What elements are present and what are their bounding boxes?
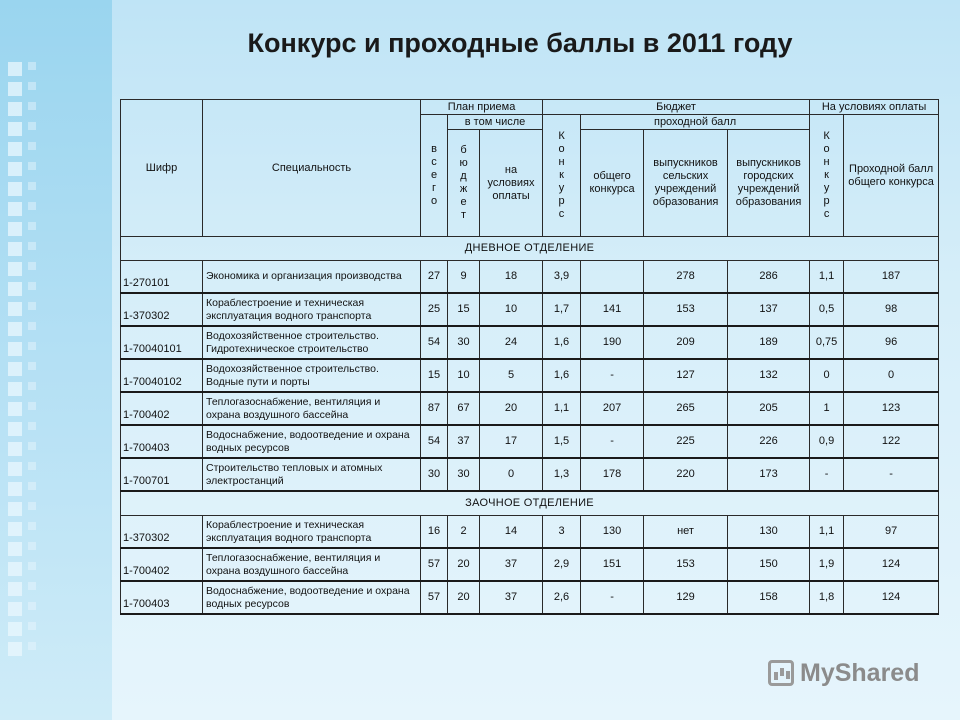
admission-table	[120, 99, 939, 615]
cell-total: 16	[421, 516, 448, 549]
header-competition-paid: Конкурс	[810, 115, 844, 237]
cell-paid: 0	[480, 458, 543, 491]
cell-paid-score: 97	[844, 516, 939, 549]
cell-urban: 189	[728, 326, 810, 359]
cell-comp: 2,6	[543, 581, 581, 614]
header-budget-sub: бюджет	[448, 130, 480, 237]
table-row	[121, 581, 939, 614]
cell-spec: Теплогазоснабжение, вентиляция и охрана воздушного бассейна	[203, 392, 421, 425]
cell-code: 1-700403	[121, 425, 203, 458]
cell-paid-score: 124	[844, 548, 939, 581]
cell-general: 190	[581, 326, 644, 359]
cell-total: 27	[421, 261, 448, 294]
cell-paid-score: 96	[844, 326, 939, 359]
cell-total: 15	[421, 359, 448, 392]
cell-paid: 14	[480, 516, 543, 549]
cell-urban: 132	[728, 359, 810, 392]
header-competition: Конкурс	[543, 115, 581, 237]
cell-comp2: 1,8	[810, 581, 844, 614]
cell-total: 57	[421, 548, 448, 581]
cell-general: 178	[581, 458, 644, 491]
table-row	[121, 425, 939, 458]
cell-comp2: 0,5	[810, 293, 844, 326]
cell-rural: 129	[644, 581, 728, 614]
cell-general: -	[581, 359, 644, 392]
cell-total: 54	[421, 425, 448, 458]
cell-budget: 15	[448, 293, 480, 326]
table-row	[121, 326, 939, 359]
section-row	[121, 237, 939, 261]
table-row	[121, 359, 939, 392]
cell-budget: 67	[448, 392, 480, 425]
header-including: в том числе	[448, 115, 543, 130]
cell-paid-score: 123	[844, 392, 939, 425]
cell-comp: 2,9	[543, 548, 581, 581]
cell-total: 54	[421, 326, 448, 359]
cell-spec: Экономика и организация производства	[203, 261, 421, 294]
cell-budget: 20	[448, 548, 480, 581]
slide-title: Конкурс и проходные баллы в 2011 году	[247, 28, 793, 58]
cell-spec: Водохозяйственное строительство. Водные пути и порты	[203, 359, 421, 392]
cell-paid: 37	[480, 548, 543, 581]
decorative-squares-small	[28, 62, 36, 662]
cell-rural: 127	[644, 359, 728, 392]
cell-paid: 20	[480, 392, 543, 425]
section-title: ЗАОЧНОЕ ОТДЕЛЕНИЕ	[121, 491, 939, 516]
decorative-squares	[8, 62, 22, 662]
cell-paid: 37	[480, 581, 543, 614]
cell-rural: 225	[644, 425, 728, 458]
cell-general: 141	[581, 293, 644, 326]
cell-total: 87	[421, 392, 448, 425]
cell-comp: 3,9	[543, 261, 581, 294]
header-specialty: Специальность	[203, 100, 421, 237]
cell-rural: 265	[644, 392, 728, 425]
cell-code: 1-700402	[121, 548, 203, 581]
cell-urban: 130	[728, 516, 810, 549]
header-plan: План приема	[421, 100, 543, 115]
header-rural: выпускников сельских учреждений образования	[644, 130, 728, 237]
cell-urban: 205	[728, 392, 810, 425]
cell-comp: 3	[543, 516, 581, 549]
cell-general: -	[581, 581, 644, 614]
cell-comp2: 1	[810, 392, 844, 425]
cell-spec: Строительство тепловых и атомных электростанций	[203, 458, 421, 491]
cell-comp: 1,1	[543, 392, 581, 425]
cell-paid: 10	[480, 293, 543, 326]
cell-total: 30	[421, 458, 448, 491]
cell-spec: Кораблестроение и техническая эксплуатация водного транспорта	[203, 293, 421, 326]
cell-rural: 153	[644, 293, 728, 326]
cell-urban: 173	[728, 458, 810, 491]
cell-paid-score: -	[844, 458, 939, 491]
table-row	[121, 458, 939, 491]
table-row	[121, 261, 939, 294]
cell-comp: 1,6	[543, 359, 581, 392]
cell-rural: нет	[644, 516, 728, 549]
header-cipher: Шифр	[121, 100, 203, 237]
table-row	[121, 516, 939, 549]
cell-budget: 20	[448, 581, 480, 614]
cell-code: 1-70040101	[121, 326, 203, 359]
table-row	[121, 548, 939, 581]
cell-paid-score: 122	[844, 425, 939, 458]
cell-rural: 209	[644, 326, 728, 359]
cell-general	[581, 261, 644, 294]
header-paid-sub: на условиях оплаты	[480, 130, 543, 237]
cell-paid: 24	[480, 326, 543, 359]
cell-budget: 37	[448, 425, 480, 458]
cell-paid-score: 98	[844, 293, 939, 326]
cell-paid: 18	[480, 261, 543, 294]
cell-rural: 278	[644, 261, 728, 294]
header-paid: На условиях оплаты	[810, 100, 939, 115]
header-urban: выпускников городских учреждений образования	[728, 130, 810, 237]
cell-general: 130	[581, 516, 644, 549]
table-row	[121, 293, 939, 326]
cell-spec: Водоснабжение, водоотведение и охрана водных ресурсов	[203, 425, 421, 458]
cell-total: 25	[421, 293, 448, 326]
cell-code: 1-370302	[121, 516, 203, 549]
cell-spec: Водохозяйственное строительство. Гидротехническое строительство	[203, 326, 421, 359]
cell-urban: 158	[728, 581, 810, 614]
cell-budget: 10	[448, 359, 480, 392]
header-paid-score: Проходной балл общего конкурса	[844, 115, 939, 237]
cell-spec: Водоснабжение, водоотведение и охрана водных ресурсов	[203, 581, 421, 614]
cell-code: 1-700701	[121, 458, 203, 491]
cell-budget: 30	[448, 458, 480, 491]
watermark-text: MyShared	[800, 658, 920, 687]
cell-comp2: 1,1	[810, 516, 844, 549]
section-row	[121, 491, 939, 516]
cell-code: 1-370302	[121, 293, 203, 326]
cell-general: -	[581, 425, 644, 458]
cell-comp2: -	[810, 458, 844, 491]
cell-code: 1-700403	[121, 581, 203, 614]
presentation-icon	[768, 660, 794, 686]
decorative-sidebar	[0, 0, 112, 720]
cell-comp2: 0,9	[810, 425, 844, 458]
cell-comp: 1,7	[543, 293, 581, 326]
header-passing-score: проходной балл	[581, 115, 810, 130]
cell-paid: 17	[480, 425, 543, 458]
cell-budget: 2	[448, 516, 480, 549]
cell-urban: 137	[728, 293, 810, 326]
cell-code: 1-270101	[121, 261, 203, 294]
section-title: ДНЕВНОЕ ОТДЕЛЕНИЕ	[121, 237, 939, 261]
cell-comp: 1,3	[543, 458, 581, 491]
cell-urban: 286	[728, 261, 810, 294]
cell-spec: Кораблестроение и техническая эксплуатация водного транспорта	[203, 516, 421, 549]
cell-urban: 150	[728, 548, 810, 581]
cell-total: 57	[421, 581, 448, 614]
cell-comp2: 1,1	[810, 261, 844, 294]
cell-urban: 226	[728, 425, 810, 458]
header-general: общего конкурса	[581, 130, 644, 237]
header-total: всего	[421, 115, 448, 237]
watermark-logo	[768, 656, 919, 690]
cell-comp: 1,6	[543, 326, 581, 359]
cell-paid: 5	[480, 359, 543, 392]
cell-budget: 9	[448, 261, 480, 294]
cell-rural: 220	[644, 458, 728, 491]
cell-budget: 30	[448, 326, 480, 359]
cell-comp: 1,5	[543, 425, 581, 458]
cell-code: 1-700402	[121, 392, 203, 425]
cell-paid-score: 0	[844, 359, 939, 392]
cell-comp2: 0,75	[810, 326, 844, 359]
cell-general: 151	[581, 548, 644, 581]
cell-spec: Теплогазоснабжение, вентиляция и охрана воздушного бассейна	[203, 548, 421, 581]
cell-general: 207	[581, 392, 644, 425]
table-row	[121, 392, 939, 425]
cell-rural: 153	[644, 548, 728, 581]
cell-paid-score: 124	[844, 581, 939, 614]
cell-comp2: 0	[810, 359, 844, 392]
cell-paid-score: 187	[844, 261, 939, 294]
cell-comp2: 1,9	[810, 548, 844, 581]
cell-code: 1-70040102	[121, 359, 203, 392]
header-budget: Бюджет	[543, 100, 810, 115]
